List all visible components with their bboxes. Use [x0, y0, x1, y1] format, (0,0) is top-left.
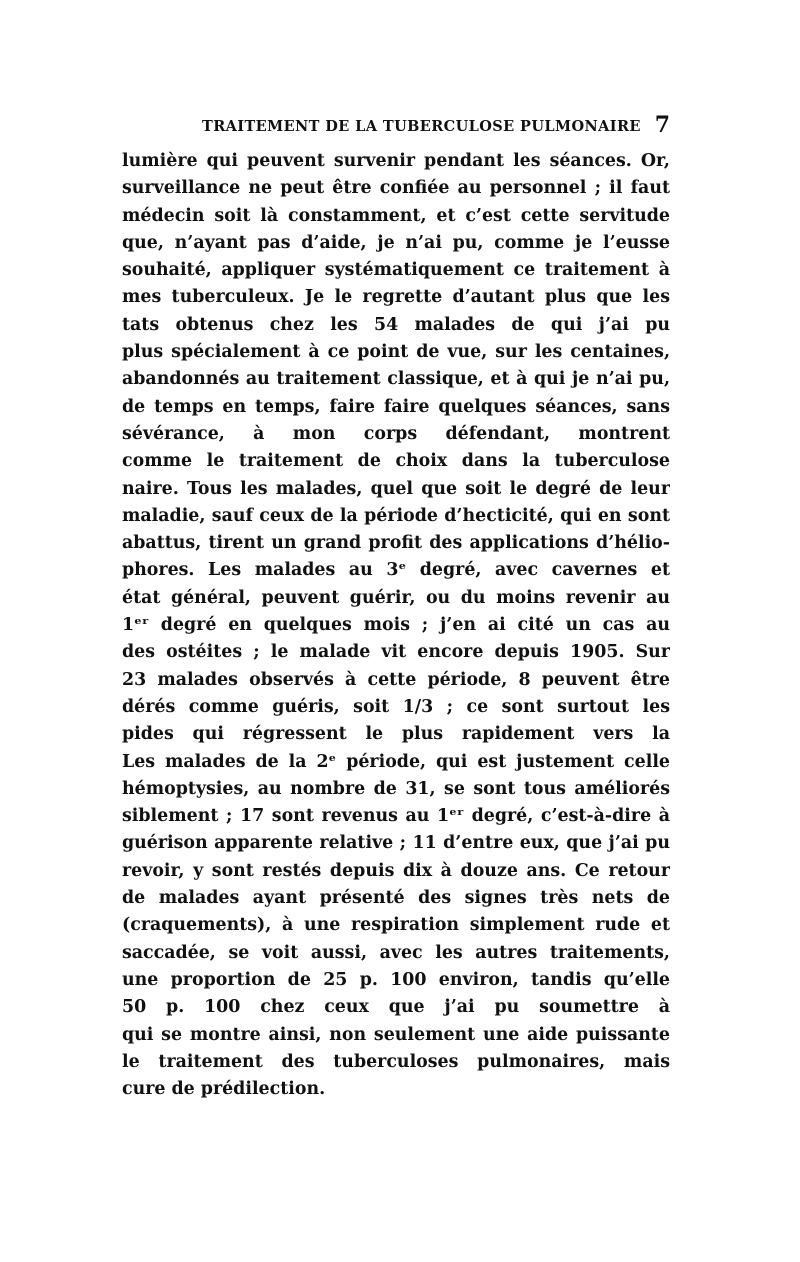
- text-line: abandonnés au traitement classique, et à qui je n’ai pu,: [122, 369, 670, 390]
- text-line: le traitement des tuberculoses pulmonaires, mais: [122, 1051, 670, 1072]
- text-line: surveillance ne peut être confiée au personnel ; il faut: [122, 178, 670, 199]
- text-line: de temps en temps, faire faire quelques séances, sans: [122, 396, 670, 417]
- text-line: guérison apparente relative ; 11 d’entre eux, que j’ai pu: [122, 833, 670, 854]
- text-line: 1ᵉʳ degré en quelques mois ; j’en ai cité un cas au: [122, 615, 670, 636]
- text-line: Les malades de la 2ᵉ période, qui est justement celle: [122, 751, 670, 772]
- running-head: TRAITEMENT DE LA TUBERCULOSE PULMONAIRE: [202, 118, 641, 135]
- text-line: maladie, sauf ceux de la période d’hecticité, qui en sont: [122, 505, 670, 526]
- text-line: lumière qui peuvent survenir pendant les séances. Or,: [122, 151, 670, 171]
- text-line: 50 p. 100 chez ceux que j’ai pu soumettre à: [122, 997, 670, 1018]
- text-line: une proportion de 25 p. 100 environ, tandis qu’elle: [122, 969, 670, 990]
- text-line: souhaité, appliquer systématiquement ce traitement à: [122, 260, 670, 281]
- text-line: dérés comme guéris, soit 1/3 ; ce sont surtout les: [122, 696, 670, 717]
- text-line: pides qui régressent le plus rapidement vers la: [122, 724, 670, 745]
- text-line: abattus, tirent un grand profit des applications d’hélio-: [122, 533, 670, 554]
- text-line: des ostéites ; le malade vit encore depuis 1905. Sur: [122, 642, 670, 663]
- text-line: de malades ayant présenté des signes très nets de: [122, 888, 670, 909]
- text-line: saccadée, se voit aussi, avec les autres traitements,: [122, 942, 670, 963]
- text-line: siblement ; 17 sont revenus au 1ᵉʳ degré, c’est-à-dire à: [122, 806, 670, 827]
- text-line: sévérance, à mon corps défendant, montrent: [122, 423, 670, 444]
- text-line: médecin soit là constamment, et c’est cette servitude: [122, 205, 670, 226]
- text-line: phores. Les malades au 3ᵉ degré, avec cavernes et: [122, 560, 670, 581]
- text-line: naire. Tous les malades, quel que soit le degré de leur: [122, 478, 670, 499]
- text-line: comme le traitement de choix dans la tuberculose: [122, 451, 670, 472]
- text-line: plus spécialement à ce point de vue, sur les centaines,: [122, 342, 670, 363]
- text-line: qui se montre ainsi, non seulement une aide puissante: [122, 1024, 670, 1045]
- text-line: tats obtenus chez les 54 malades de qui j’ai pu: [122, 314, 670, 335]
- text-line: (craquements), à une respiration simplement rude et: [122, 915, 670, 936]
- text-line: cure de prédilection.: [122, 1079, 326, 1100]
- page-number: 7: [654, 112, 670, 138]
- text-line: que, n’ayant pas d’aide, je n’ai pu, comme je l’eusse: [122, 232, 670, 253]
- text-line: mes tuberculeux. Je le regrette d’autant plus que les: [122, 287, 670, 308]
- text-line: 23 malades observés à cette période, 8 peuvent être: [122, 669, 670, 690]
- text-line: état général, peuvent guérir, ou du moins revenir au: [122, 587, 670, 608]
- body-text: [122, 148, 670, 1103]
- text-line: hémoptysies, au nombre de 31, se sont tous améliorés: [122, 778, 670, 799]
- text-line: revoir, y sont restés depuis dix à douze ans. Ce retour: [122, 860, 670, 881]
